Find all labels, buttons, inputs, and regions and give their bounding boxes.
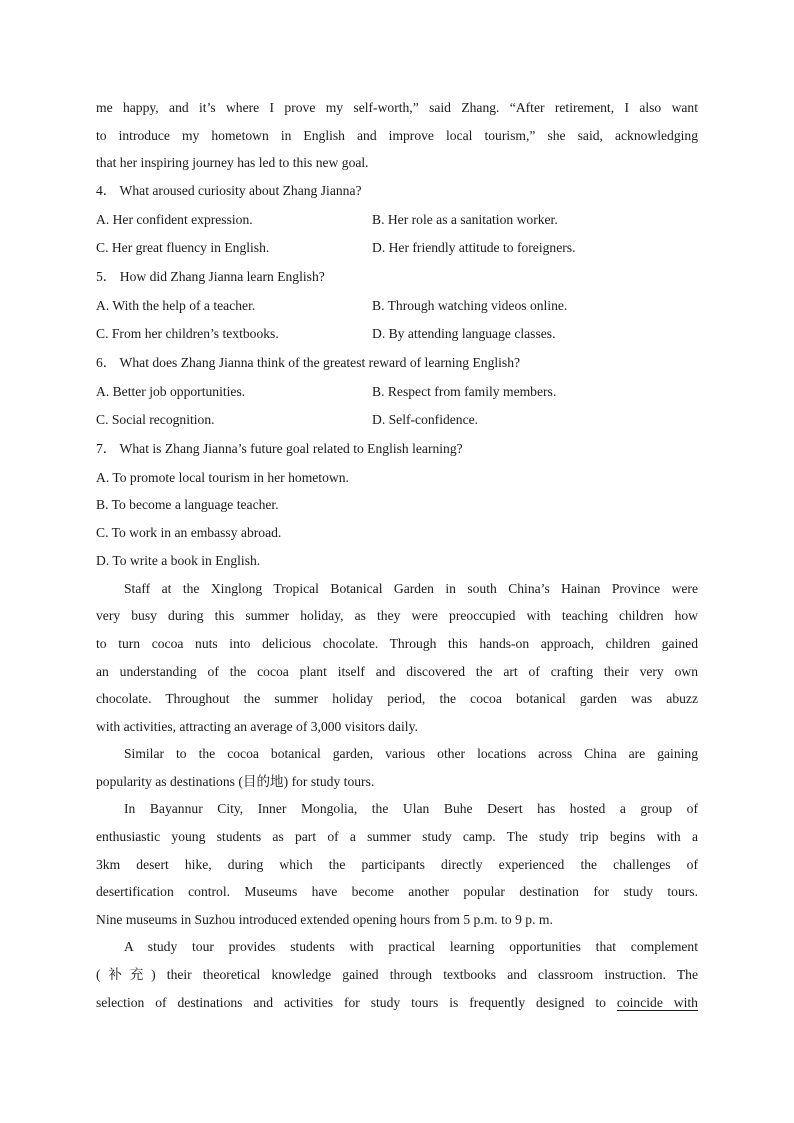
option-b: B. Respect from family members. bbox=[372, 383, 557, 399]
option-row bbox=[96, 378, 698, 407]
option-d: D. Self-confidence. bbox=[372, 412, 479, 428]
paragraph-line: chocolate. Throughout the summer holiday period, the cocoa botanical garden was abuzz bbox=[96, 691, 698, 707]
paragraph-line: very busy during this summer holiday, as they were preoccupied with teaching children how bbox=[96, 608, 698, 624]
question-stem: 6． What does Zhang Jianna think of the greatest reward of learning English? bbox=[96, 354, 521, 370]
option-a: A. With the help of a teacher. bbox=[96, 297, 256, 313]
paragraph-line: enthusiastic young students as part of a summer study camp. The study trip begins with a bbox=[96, 829, 698, 845]
paragraph-line: with activities, attracting an average of 3,000 visitors daily. bbox=[96, 718, 418, 734]
paragraph-line: (补充) their theoretical knowledge gained through textbooks and classroom instruction. The bbox=[96, 967, 698, 983]
option-row bbox=[96, 234, 698, 263]
option-c: C. From her children’s textbooks. bbox=[96, 326, 279, 342]
option-row bbox=[96, 206, 698, 235]
question-stem: 5． How did Zhang Jianna learn English? bbox=[96, 268, 325, 284]
option-row bbox=[96, 406, 698, 435]
paragraph-line: Staff at the Xinglong Tropical Botanical Garden in south China’s Hainan Province were bbox=[124, 580, 698, 596]
question-stem: 7． What is Zhang Jianna’s future goal related to English learning? bbox=[96, 440, 463, 456]
passage-line: me happy, and it’s where I prove my self-worth,” said Zhang. “After retirement, I also want bbox=[96, 100, 698, 115]
passage-line: to introduce my hometown in English and improve local tourism,” she said, acknowledging bbox=[96, 127, 698, 143]
paragraph-line: popularity as destinations (目的地) for study tours. bbox=[96, 773, 375, 789]
document-page bbox=[96, 94, 698, 1016]
paragraph-text: selection of destinations and activities for study tours is frequently designed to bbox=[96, 994, 617, 1010]
paragraph-line: In Bayannur City, Inner Mongolia, the Ulan Buhe Desert has hosted a group of bbox=[124, 801, 698, 817]
underlined-phrase: coincide with bbox=[616, 994, 698, 1010]
question-stem: 4． What aroused curiosity about Zhang Jianna? bbox=[96, 182, 362, 198]
option-c: C. Her great fluency in English. bbox=[96, 240, 270, 256]
paragraph-line: to turn cocoa nuts into delicious chocolate. Through this hands-on approach, children gained bbox=[96, 635, 698, 651]
option-d: D. To write a book in English. bbox=[96, 552, 261, 568]
option-b: B. Her role as a sanitation worker. bbox=[372, 211, 558, 227]
passage-line: that her inspiring journey has led to this new goal. bbox=[96, 155, 369, 171]
paragraph-line: an understanding of the cocoa plant itself and discovered the art of crafting their very own bbox=[96, 663, 698, 679]
paragraph-line: desertification control. Museums have become another popular destination for study tours. bbox=[96, 884, 698, 900]
paragraph-line: 3km desert hike, during which the participants directly experienced the challenges of bbox=[96, 856, 698, 872]
option-c: C. Social recognition. bbox=[96, 412, 215, 428]
option-row bbox=[96, 292, 698, 321]
option-a: A. Better job opportunities. bbox=[96, 383, 246, 399]
paragraph-line: A study tour provides students with practical learning opportunities that complement bbox=[124, 939, 698, 955]
option-d: D. Her friendly attitude to foreigners. bbox=[372, 240, 576, 256]
option-a: A. Her confident expression. bbox=[96, 211, 253, 227]
option-a: A. To promote local tourism in her hometown. bbox=[96, 469, 349, 485]
paragraph-line: Nine museums in Suzhou introduced extended opening hours from 5 p.m. to 9 p. m. bbox=[96, 911, 553, 927]
option-row bbox=[96, 320, 698, 349]
option-c: C. To work in an embassy abroad. bbox=[96, 525, 282, 541]
paragraph-line bbox=[96, 989, 698, 1017]
option-d: D. By attending language classes. bbox=[372, 326, 556, 342]
paragraph-line: Similar to the cocoa botanical garden, various other locations across China are gaining bbox=[124, 746, 698, 762]
option-b: B. Through watching videos online. bbox=[372, 297, 568, 313]
option-b: B. To become a language teacher. bbox=[96, 497, 279, 513]
